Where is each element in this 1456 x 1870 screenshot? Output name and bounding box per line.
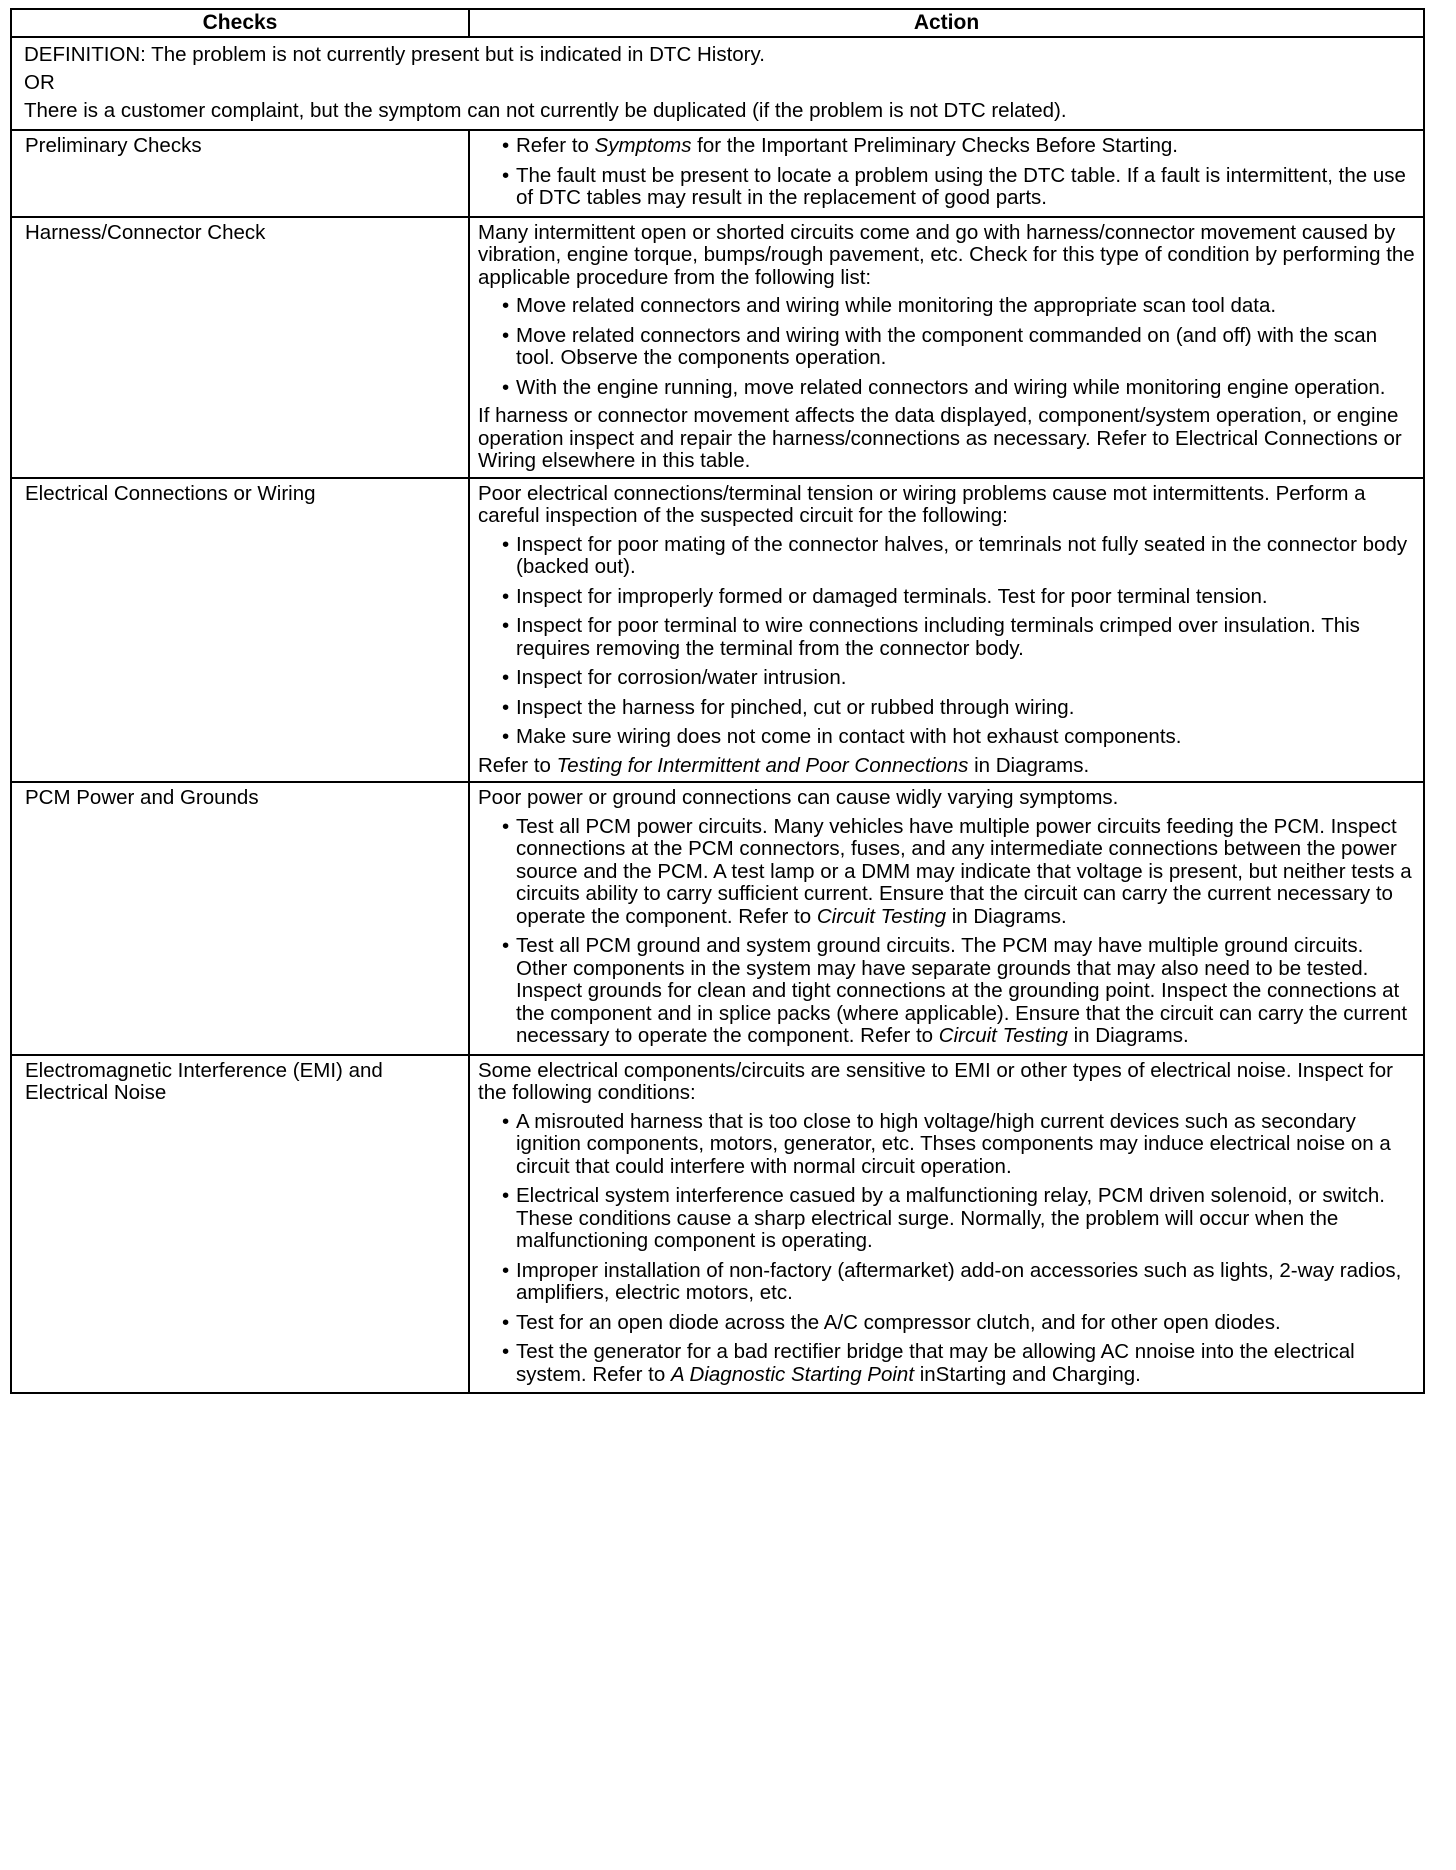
list-item: • Refer to Symptoms for the Important Preliminary Checks Before Starting. (502, 134, 1178, 157)
list-item: • With the engine running, move related connectors and wiring while monitoring engine operation. (502, 375, 1386, 399)
circuit-testing-reference: Circuit Testing (938, 1024, 1068, 1047)
bullet-icon: • (502, 323, 510, 347)
action-cell (469, 478, 1424, 783)
action-bullet-list (478, 1111, 1415, 1387)
action-cell (469, 217, 1424, 478)
bullet-icon: • (502, 725, 510, 748)
bullet-icon: • (502, 532, 510, 556)
action-outro: If harness or connector movement affects the data displayed, component/system operation, or engine operation inspect and repair the harness/connections as necessary. Refer to Electrical Connections or Wiring elsewhere in this table. (478, 404, 1402, 472)
bullet-icon: • (502, 1109, 510, 1133)
action-bullet-list (478, 295, 1415, 399)
bullet-icon: • (502, 294, 510, 317)
list-item: • Inspect for corrosion/water intrusion. (502, 666, 847, 689)
bullet-icon: • (502, 375, 510, 399)
symptoms-reference: Symptoms (594, 134, 692, 157)
table-row-pcm-power-grounds (11, 782, 1424, 1055)
header-action: Action (469, 9, 1424, 37)
list-item: • Test all PCM ground and system ground circuits. The PCM may have multiple ground circuits. Other components in the system may have separate grounds that may also need to be tested. Inspect grounds for clean and tight connections at the grounding point. Inspect the connections at the component and in splice packs (where applicable). Ensure that the circuit can carry the current necessary to operate the component. Refer to Circuit Testing in Diagrams. (502, 934, 1408, 1047)
action-bullet-list (478, 534, 1415, 749)
list-item: • Make sure wiring does not come in contact with hot exhaust components. (502, 725, 1182, 748)
definition-cell (11, 37, 1424, 130)
bullet-icon: • (502, 134, 510, 157)
list-item: • Test for an open diode across the A/C compressor clutch, and for other open diodes. (502, 1310, 1281, 1334)
header-checks: Checks (11, 9, 469, 37)
list-item: • The fault must be present to locate a problem using the DTC table. If a fault is intermittent, the use of DTC tables may result in the replacement of good parts. (502, 163, 1406, 209)
list-item: • A misrouted harness that is too close to high voltage/high current devices such as secondary ignition components, motors, generator, etc. Thses components may induce electrical noise on a circuit that could interfere with normal circuit operation. (502, 1109, 1391, 1178)
list-item: • Move related connectors and wiring while monitoring the appropriate scan tool data. (502, 294, 1277, 317)
intermittent-diagnosis-table (10, 8, 1425, 1394)
list-item: • Test the generator for a bad rectifier bridge that may be allowing AC nnoise into the electrical system. Refer to A Diagnostic Starting Point inStarting and Charging. (502, 1340, 1355, 1386)
action-intro: Poor power or ground connections can cause widly varying symptoms. (478, 786, 1119, 809)
bullet-icon: • (502, 614, 510, 637)
table-row-emi-electrical-noise (11, 1055, 1424, 1394)
bullet-icon: • (502, 1258, 510, 1282)
action-intro: Some electrical components/circuits are sensitive to EMI or other types of electrical noise. Inspect for the following conditions: (478, 1058, 1393, 1104)
bullet-icon: • (502, 934, 510, 957)
list-item: • Inspect for poor mating of the connector halves, or temrinals not fully seated in the connector body (backed out). (502, 532, 1408, 578)
definition-or: OR (24, 71, 55, 94)
check-label: Preliminary Checks (11, 130, 469, 217)
bullet-icon: • (502, 1310, 510, 1334)
action-bullet-list (478, 816, 1415, 1048)
list-item: • Electrical system interference casued by a malfunctioning relay, PCM driven solenoid, or switch. These conditions cause a sharp electrical surge. Normally, the problem will occur when the malfunctioning component is operating. (502, 1184, 1385, 1252)
check-label: Electrical Connections or Wiring (11, 478, 469, 783)
action-cell (469, 130, 1424, 217)
list-item: • Test all PCM power circuits. Many vehicles have multiple power circuits feeding the PCM. Inspect connections at the PCM connectors, fuses, and any intermediate connections between the power source and the PCM. A test lamp or a DMM may indicate that voltage is present, but neither tests a circuits ability to carry sufficient current. Ensure that the circuit can carry the current necessary to operate the component. Refer to Circuit Testing in Diagrams. (502, 814, 1412, 928)
bullet-icon: • (502, 584, 510, 608)
action-cell (469, 1055, 1424, 1394)
bullet-icon: • (502, 1340, 510, 1363)
list-item: • Move related connectors and wiring with the component commanded on (and off) with the scan tool. Observe the components operation. (502, 323, 1378, 369)
list-item: • Inspect for improperly formed or damaged terminals. Test for poor terminal tension. (502, 584, 1268, 608)
definition-text: DEFINITION: The problem is not currently present but is indicated in DTC History. (24, 43, 765, 66)
bullet-icon: • (502, 695, 510, 719)
list-item: • Inspect for poor terminal to wire connections including terminals crimped over insulation. This requires removing the terminal from the connector body. (502, 614, 1360, 660)
action-cell (469, 782, 1424, 1055)
action-intro: Poor electrical connections/terminal tension or wiring problems cause mot intermittents. Perform a careful inspection of the suspected circuit for the following: (478, 481, 1366, 527)
bullet-icon: • (502, 1184, 510, 1207)
bullet-icon: • (502, 163, 510, 187)
table-row-electrical-connections (11, 478, 1424, 783)
check-label: Harness/Connector Check (11, 217, 469, 478)
circuit-testing-reference: Circuit Testing (816, 904, 946, 928)
list-item: • Improper installation of non-factory (aftermarket) add-on accessories such as lights, 2-way radios, amplifiers, electric motors, etc. (502, 1258, 1402, 1304)
diagnostic-starting-point-reference: A Diagnostic Starting Point (670, 1362, 915, 1386)
definition-alt-text: There is a customer complaint, but the symptom can not currently be duplicated (if the problem is not DTC related). (24, 99, 1067, 122)
check-label: PCM Power and Grounds (11, 782, 469, 1055)
action-outro: Refer to Testing for Intermittent and Poor Connections in Diagrams. (478, 753, 1090, 777)
check-label: Electromagnetic Interference (EMI) and Electrical Noise (11, 1055, 469, 1394)
bullet-icon: • (502, 814, 510, 838)
table-row-preliminary-checks (11, 130, 1424, 217)
action-bullet-list (478, 135, 1415, 210)
bullet-icon: • (502, 666, 510, 689)
header-row (11, 9, 1424, 37)
table-row-harness-connector-check (11, 217, 1424, 478)
definition-row (11, 37, 1424, 130)
testing-intermittent-reference: Testing for Intermittent and Poor Connections (556, 753, 969, 777)
action-intro: Many intermittent open or shorted circuits come and go with harness/connector movement caused by vibration, engine torque, bumps/rough pavement, etc. Check for this type of condition by performing the applicable procedure from the following list: (478, 220, 1415, 289)
list-item: • Inspect the harness for pinched, cut or rubbed through wiring. (502, 695, 1075, 719)
